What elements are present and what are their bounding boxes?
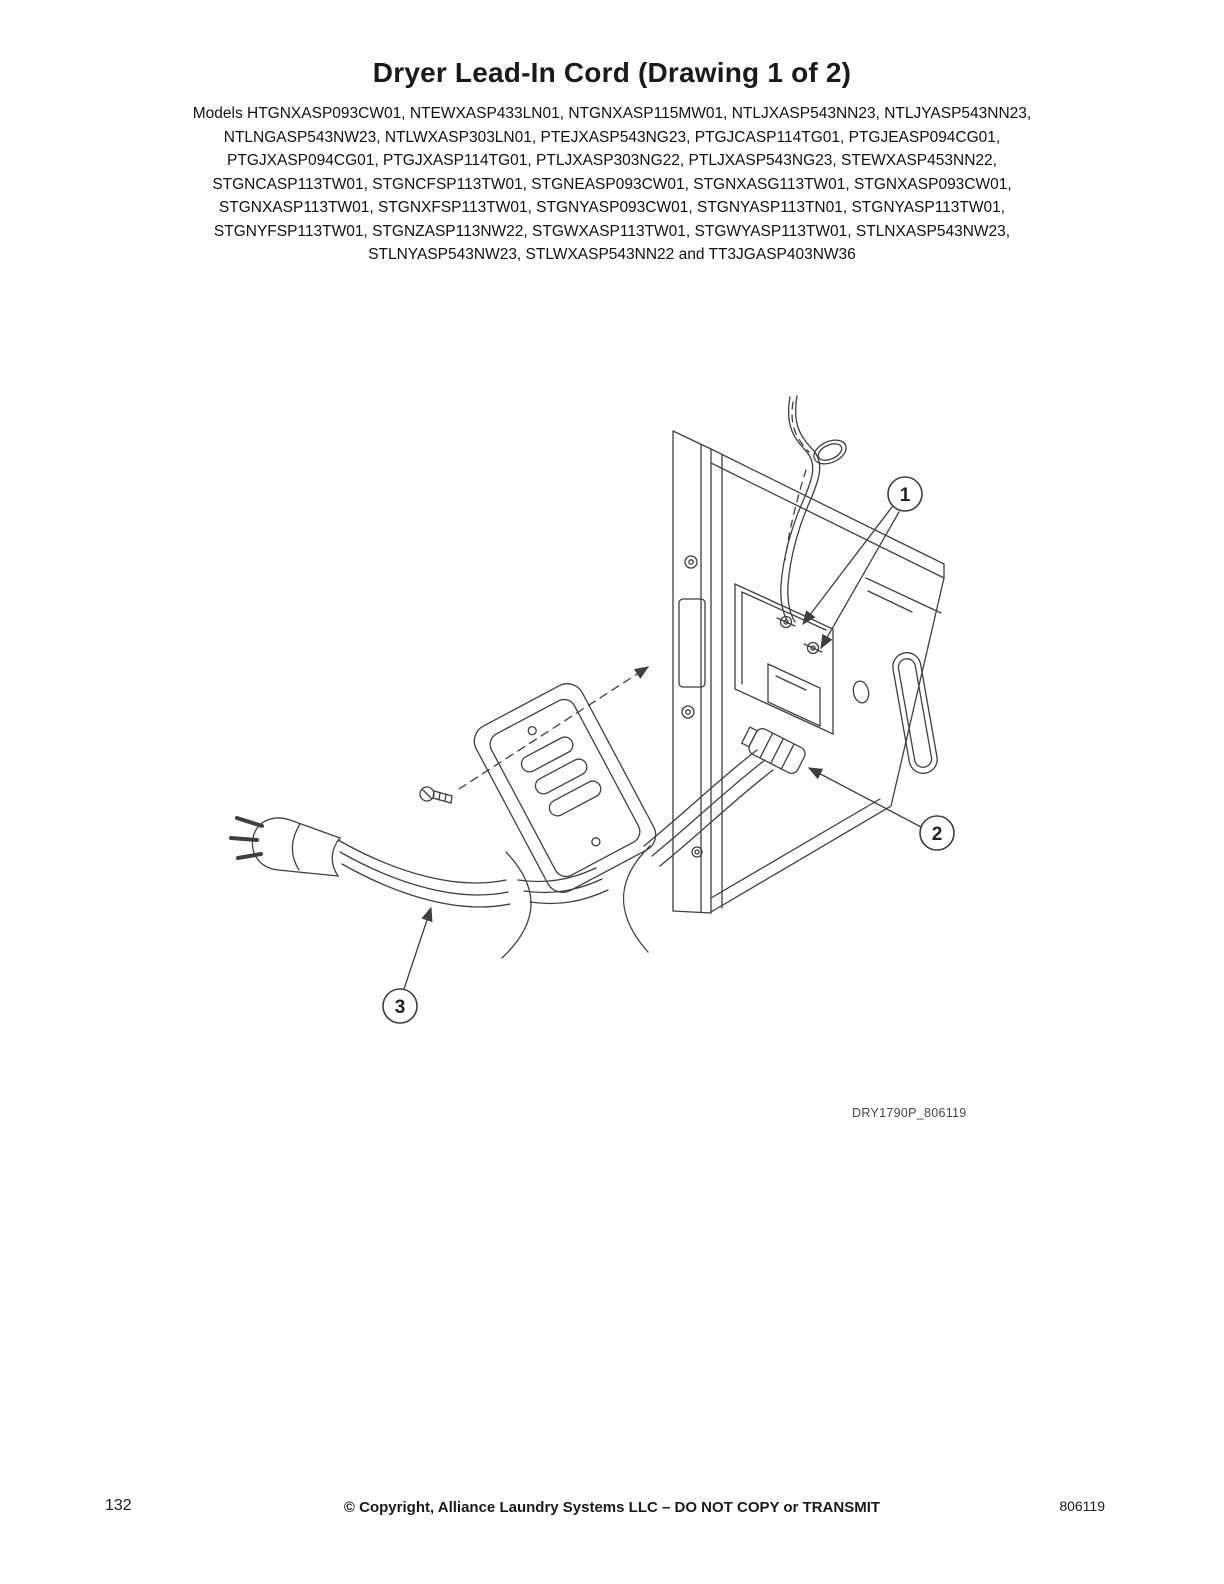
callout-3 [383,908,431,1023]
model-list-line: Models HTGNXASP093CW01, NTEWXASP433LN01, NTGNXASP115MW01, NTLJXASP543NN23, NTLJYASP543NN23, [192,105,1032,122]
terminal-block-recess [735,584,833,734]
callout-2-number: 2 [931,824,943,845]
cord-hole [810,435,850,468]
model-list-line: STGNCASP113TW01, STGNCFSP113TW01, STGNEASP093CW01, STGNXASG113TW01, STGNXASP093CW01, [212,175,1012,193]
vent-slot-inner [897,657,933,768]
callout-2-arrow [809,768,921,827]
cable-break-mark [623,846,650,952]
callout-3-number: 3 [394,997,406,1018]
callout-3-arrow [404,908,431,989]
assembly-leader-line [459,667,648,789]
model-list-line: NTLNGASP543NW23, NTLWXASP303LN01, PTEJXASP543NG23, PTGJCASP114TG01, PTGJEASP094CG01, [223,128,1001,146]
document-number: 806119 [1059,1498,1105,1514]
callout-2 [809,768,954,850]
vent-slot [891,650,940,775]
figure-caption: DRY1790P_806119 [852,1106,967,1120]
plug-prong [237,818,262,826]
callout-1-arrow [803,507,892,624]
power-plug [231,818,340,876]
cover-slot [519,734,576,774]
page-footer [0,1494,1224,1528]
page-title: Dryer Lead-In Cord (Drawing 1 of 2) [372,57,852,88]
cover-plate [468,678,661,899]
model-list-line: PTGJXASP094CG01, PTGJXASP114TG01, PTLJXASP303NG22, PTLJXASP543NG23, STEWXASP453NN22, [227,152,997,169]
cover-slot [547,778,604,818]
lead-in-cord [338,750,773,958]
callout-1-arrow [821,512,899,648]
plug-prong [238,854,261,858]
mounting-screw [420,787,452,803]
panel-hole [851,680,870,705]
terminal-screws [777,617,822,654]
page-number: 132 [105,1497,132,1514]
cord-hole-inner [816,441,845,464]
model-list-line: STGNXASP113TW01, STGNXFSP113TW01, STGNYASP093CW01, STGNYASP113TN01, STGNYASP113TW01, [218,199,1006,216]
strain-relief [739,723,807,776]
model-list-line: STLNYASP543NW23, STLWXASP543NN22 and TT3JGASP403NW36 [368,246,856,263]
copyright-notice: © Copyright, Alliance Laundry Systems LLC – DO NOT COPY or TRANSMIT [343,1499,881,1516]
cord-upper-run [781,396,850,622]
plug-prong [231,838,257,840]
model-list-line: STGNYFSP113TW01, STGNZASP113NW22, STGWXASP113TW01, STGWYASP113TW01, STLNXASP543NW23, [213,222,1011,240]
cover-slot [533,756,590,796]
callout-1-number: 1 [899,485,911,506]
